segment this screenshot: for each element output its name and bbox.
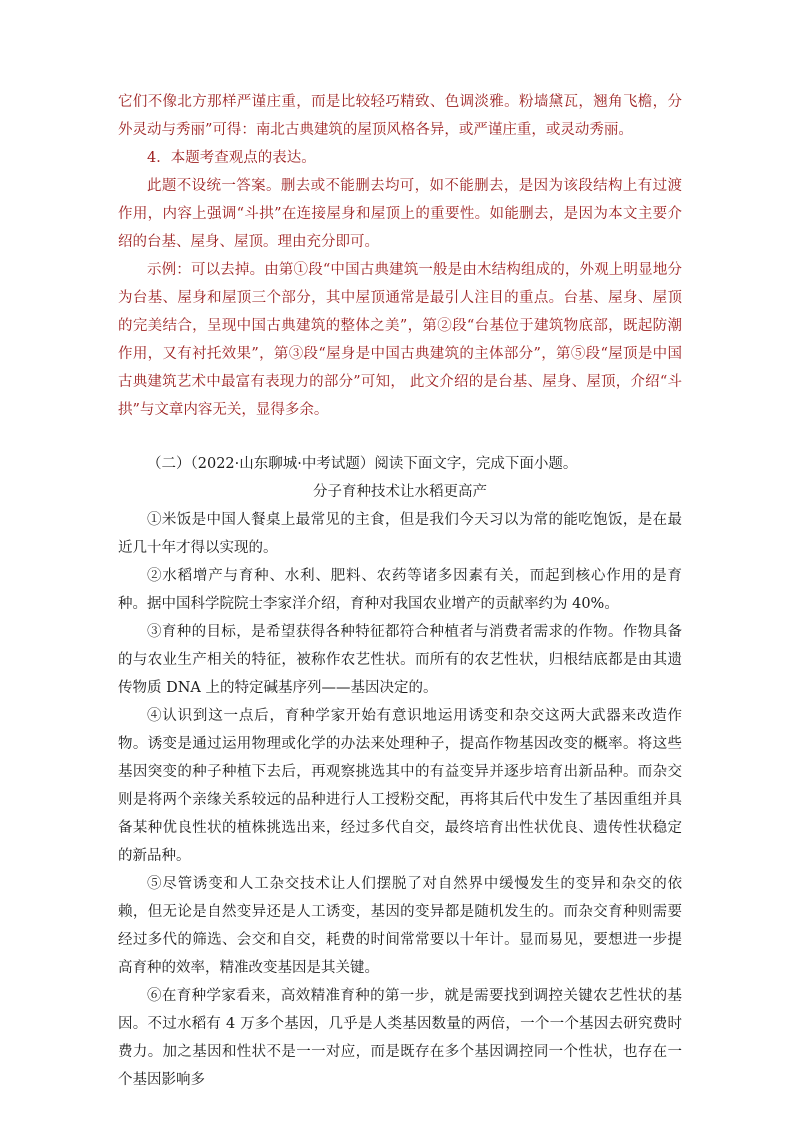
document-page <box>118 88 682 1094</box>
answer-continuation-paragraph: 它们不像北方那样严谨庄重，而是比较轻巧精致、色调淡雅。粉墙黛瓦，翘角飞檐，分外灵动与秀丽”可得：南北古典建筑的屋顶风格各异，或严谨庄重，或灵动秀丽。 <box>118 94 682 138</box>
question-4-heading: 4．本题考查观点的表达。 <box>147 150 316 166</box>
section-spacer <box>118 424 682 450</box>
answer-example-paragraph: 示例：可以去掉。由第①段“中国古典建筑一般是由木结构组成的，外观上明显地分为台基、屋身和屋顶三个部分，其中屋顶通常是最引人注目的重点。台基、屋身、屋顶的完美结合，呈现中国古典建筑的整体之美”，第②段“台基位于建筑物底部，既起防潮作用，又有衬托效果”，第③段“屋身是中国古典建筑的主体部分”，第⑤段“屋顶是中国古典建筑艺术中最富有表现力的部分”可知， 此文介绍的是台基、屋身、屋顶，介绍“斗拱”与文章内容无关，显得多余。 <box>118 262 682 418</box>
article-paragraph-4: ④认识到这一点后，育种学家开始有意识地运用诱变和杂交这两大武器来改造作物。诱变是通过运用物理或化学的办法来处理种子，提高作物基因改变的概率。将这些基因突变的种子种植下去后，再观察挑选其中的有益变异并逐步培育出新品种。而杂交则是将两个亲缘关系较远的品种进行人工授粉交配，再将其后代中发生了基因重组并具备某种优良性状的植株挑选出来，经过多代自交，最终培育出性状优良、遗传性状稳定的新品种。 <box>118 708 682 864</box>
answer-explanation-paragraph: 此题不设统一答案。删去或不能删去均可，如不能删去，是因为该段结构上有过渡作用，内容上强调“斗拱”在连接屋身和屋顶上的重要性。如能删去，是因为本文主要介绍的台基、屋身、屋顶。理由充分即可。 <box>118 178 682 250</box>
article-paragraph-6: ⑥在育种学家看来，高效精准育种的第一步，就是需要找到调控关键农艺性状的基因。不过水稻有 4 万多个基因，几乎是人类基因数量的两倍，一个一个基因去研究费时费力。加之基因和性状不是一一对应，而是既存在多个基因调控同一个性状，也存在一个基因影响多 <box>118 988 682 1088</box>
article-paragraph-3: ③育种的目标，是希望获得各种特征都符合种植者与消费者需求的作物。作物具备的与农业生产相关的特征，被称作农艺性状。而所有的农艺性状，归根结底都是由其遗传物质 DNA 上的特定碱基序列——基因决定的。 <box>118 624 682 696</box>
article-title: 分子育种技术让水稻更高产 <box>313 484 487 500</box>
article-paragraph-2: ②水稻增产与育种、水利、肥料、农药等诸多因素有关，而起到核心作用的是育种。据中国科学院院士李家洋介绍，育种对我国农业增产的贡献率约为 40%。 <box>118 568 682 612</box>
article-paragraph-5: ⑤尽管诱变和人工杂交技术让人们摆脱了对自然界中缓慢发生的变异和杂交的依赖，但无论是自然变异还是人工诱变，基因的变异都是随机发生的。而杂交育种则需要经过多代的筛选、会交和自交，耗费的时间常常要以十年计。显而易见，要想进一步提高育种的效率，精准改变基因是其关键。 <box>118 876 682 976</box>
reading-section-heading: （二）（2022·山东聊城·中考试题）阅读下面文字，完成下面小题。 <box>147 456 578 472</box>
article-paragraph-1: ①米饭是中国人餐桌上最常见的主食，但是我们今天习以为常的能吃饱饭，是在最近几十年才得以实现的。 <box>118 512 682 556</box>
